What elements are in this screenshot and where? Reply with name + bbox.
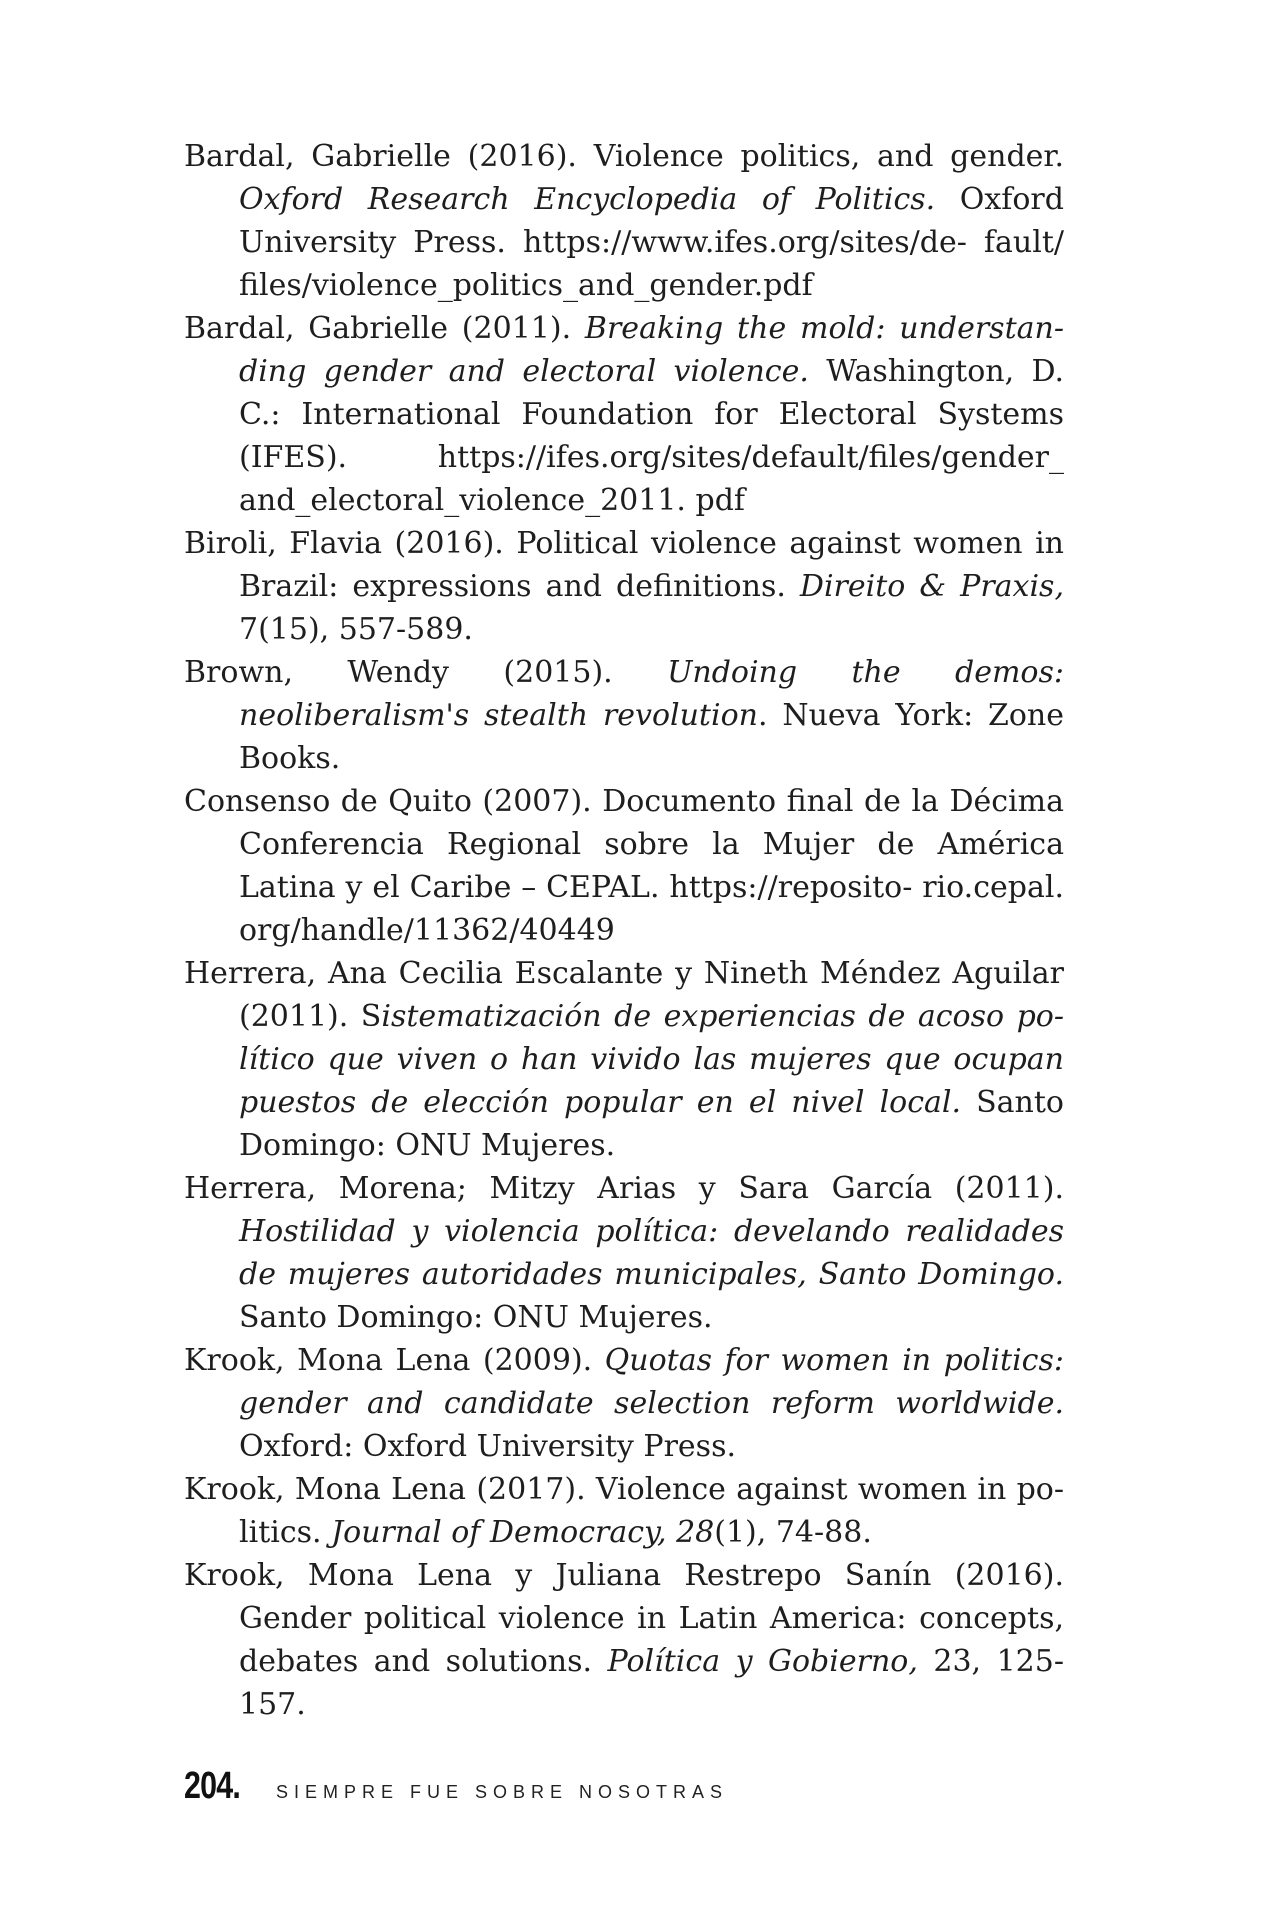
- reference-title: Política y Gobierno,: [607, 1644, 918, 1679]
- reference-title: Journal of Democracy, 28: [331, 1515, 715, 1550]
- reference-text: Krook, Mona Lena (2017). Violence against women in politics.: [184, 1472, 1064, 1550]
- reference-entry: [184, 1167, 1064, 1339]
- reference-text: Oxford: Oxford University Press.: [239, 1429, 737, 1464]
- reference-entry: [184, 1468, 1064, 1554]
- reference-title: Hostilidad y violencia política: develando realidades de mujeres autoridades municipales, Santo Domingo.: [239, 1214, 1064, 1292]
- reference-entry: [184, 522, 1064, 651]
- reference-text: Washington, D. C.: International Foundation for Electoral Systems (IFES). https://ifes.org/sites/default/files/gender_ and_electoral_violence_2011. pdf: [239, 354, 1064, 518]
- reference-title: Oxford Research Encyclopedia of Politics.: [239, 182, 936, 217]
- reference-entry: [184, 651, 1064, 780]
- reference-entry: [184, 135, 1064, 307]
- reference-entry: [184, 780, 1064, 952]
- reference-text: 23, 125-157.: [239, 1644, 1064, 1722]
- reference-text: Brown, Wendy (2015).: [184, 655, 668, 690]
- reference-text: . Nueva York: Zone Books.: [239, 698, 1065, 776]
- reference-text: Krook, Mona Lena y Juliana Restrepo Sanín (2016). Gender political violence in Latin America: concepts, debates and solutions.: [184, 1558, 1064, 1679]
- reference-entry: [184, 952, 1064, 1167]
- reference-entry: [184, 1554, 1064, 1726]
- reference-title: istematización de experiencias de acoso político que viven o han vivido las mujeres que ocupan puestos de elección popular en el nivel local.: [239, 999, 1064, 1120]
- reference-text: Consenso de Quito (2007). Documento final de la Décima Conferencia Regional sobre la Mujer de América Latina y el Caribe – CEPAL. https://reposito- rio.cepal. org/handle/11362/40449: [184, 784, 1064, 948]
- reference-text: 7(15), 557-589.: [239, 612, 473, 647]
- reference-text: Bardal, Gabrielle (2016). Violence politics, and gender.: [184, 139, 1064, 174]
- reference-title: Quotas for women in politics: gender and candidate selection reform worldwide.: [239, 1343, 1064, 1421]
- reference-title: Breaking the mold: understanding gender and electoral violence.: [239, 311, 1064, 389]
- reference-title: Direito & Praxis,: [799, 569, 1064, 604]
- reference-text: Herrera, Ana Cecilia Escalante y Nineth Méndez Aguilar (2011). S: [184, 956, 1064, 1034]
- reference-entry: [184, 1339, 1064, 1468]
- reference-text: (1), 74-88.: [714, 1515, 872, 1550]
- reference-title: Undoing the demos: neoliberalism's stealth revolution: [239, 655, 1064, 733]
- reference-entry: [184, 307, 1064, 522]
- reference-text: Bardal, Gabrielle (2011).: [184, 311, 585, 346]
- page-number: 204.: [184, 1765, 240, 1807]
- reference-text: Biroli, Flavia (2016). Political violence against women in Brazil: expressions and definitions.: [184, 526, 1064, 604]
- page-footer: [184, 1765, 728, 1808]
- reference-text: Krook, Mona Lena (2009).: [184, 1343, 605, 1378]
- reference-text: Santo Domingo: ONU Mujeres.: [239, 1085, 1064, 1163]
- running-title: SIEMPRE FUE SOBRE NOSOTRAS: [275, 1782, 729, 1802]
- reference-text: Santo Domingo: ONU Mujeres.: [239, 1300, 713, 1335]
- reference-text: Oxford University Press. https://www.ifes.org/sites/de- fault/ files/violence_politics_and_gender.pdf: [239, 182, 1064, 303]
- reference-list: [184, 135, 1064, 1726]
- reference-text: Herrera, Morena; Mitzy Arias y Sara García (2011).: [184, 1171, 1064, 1206]
